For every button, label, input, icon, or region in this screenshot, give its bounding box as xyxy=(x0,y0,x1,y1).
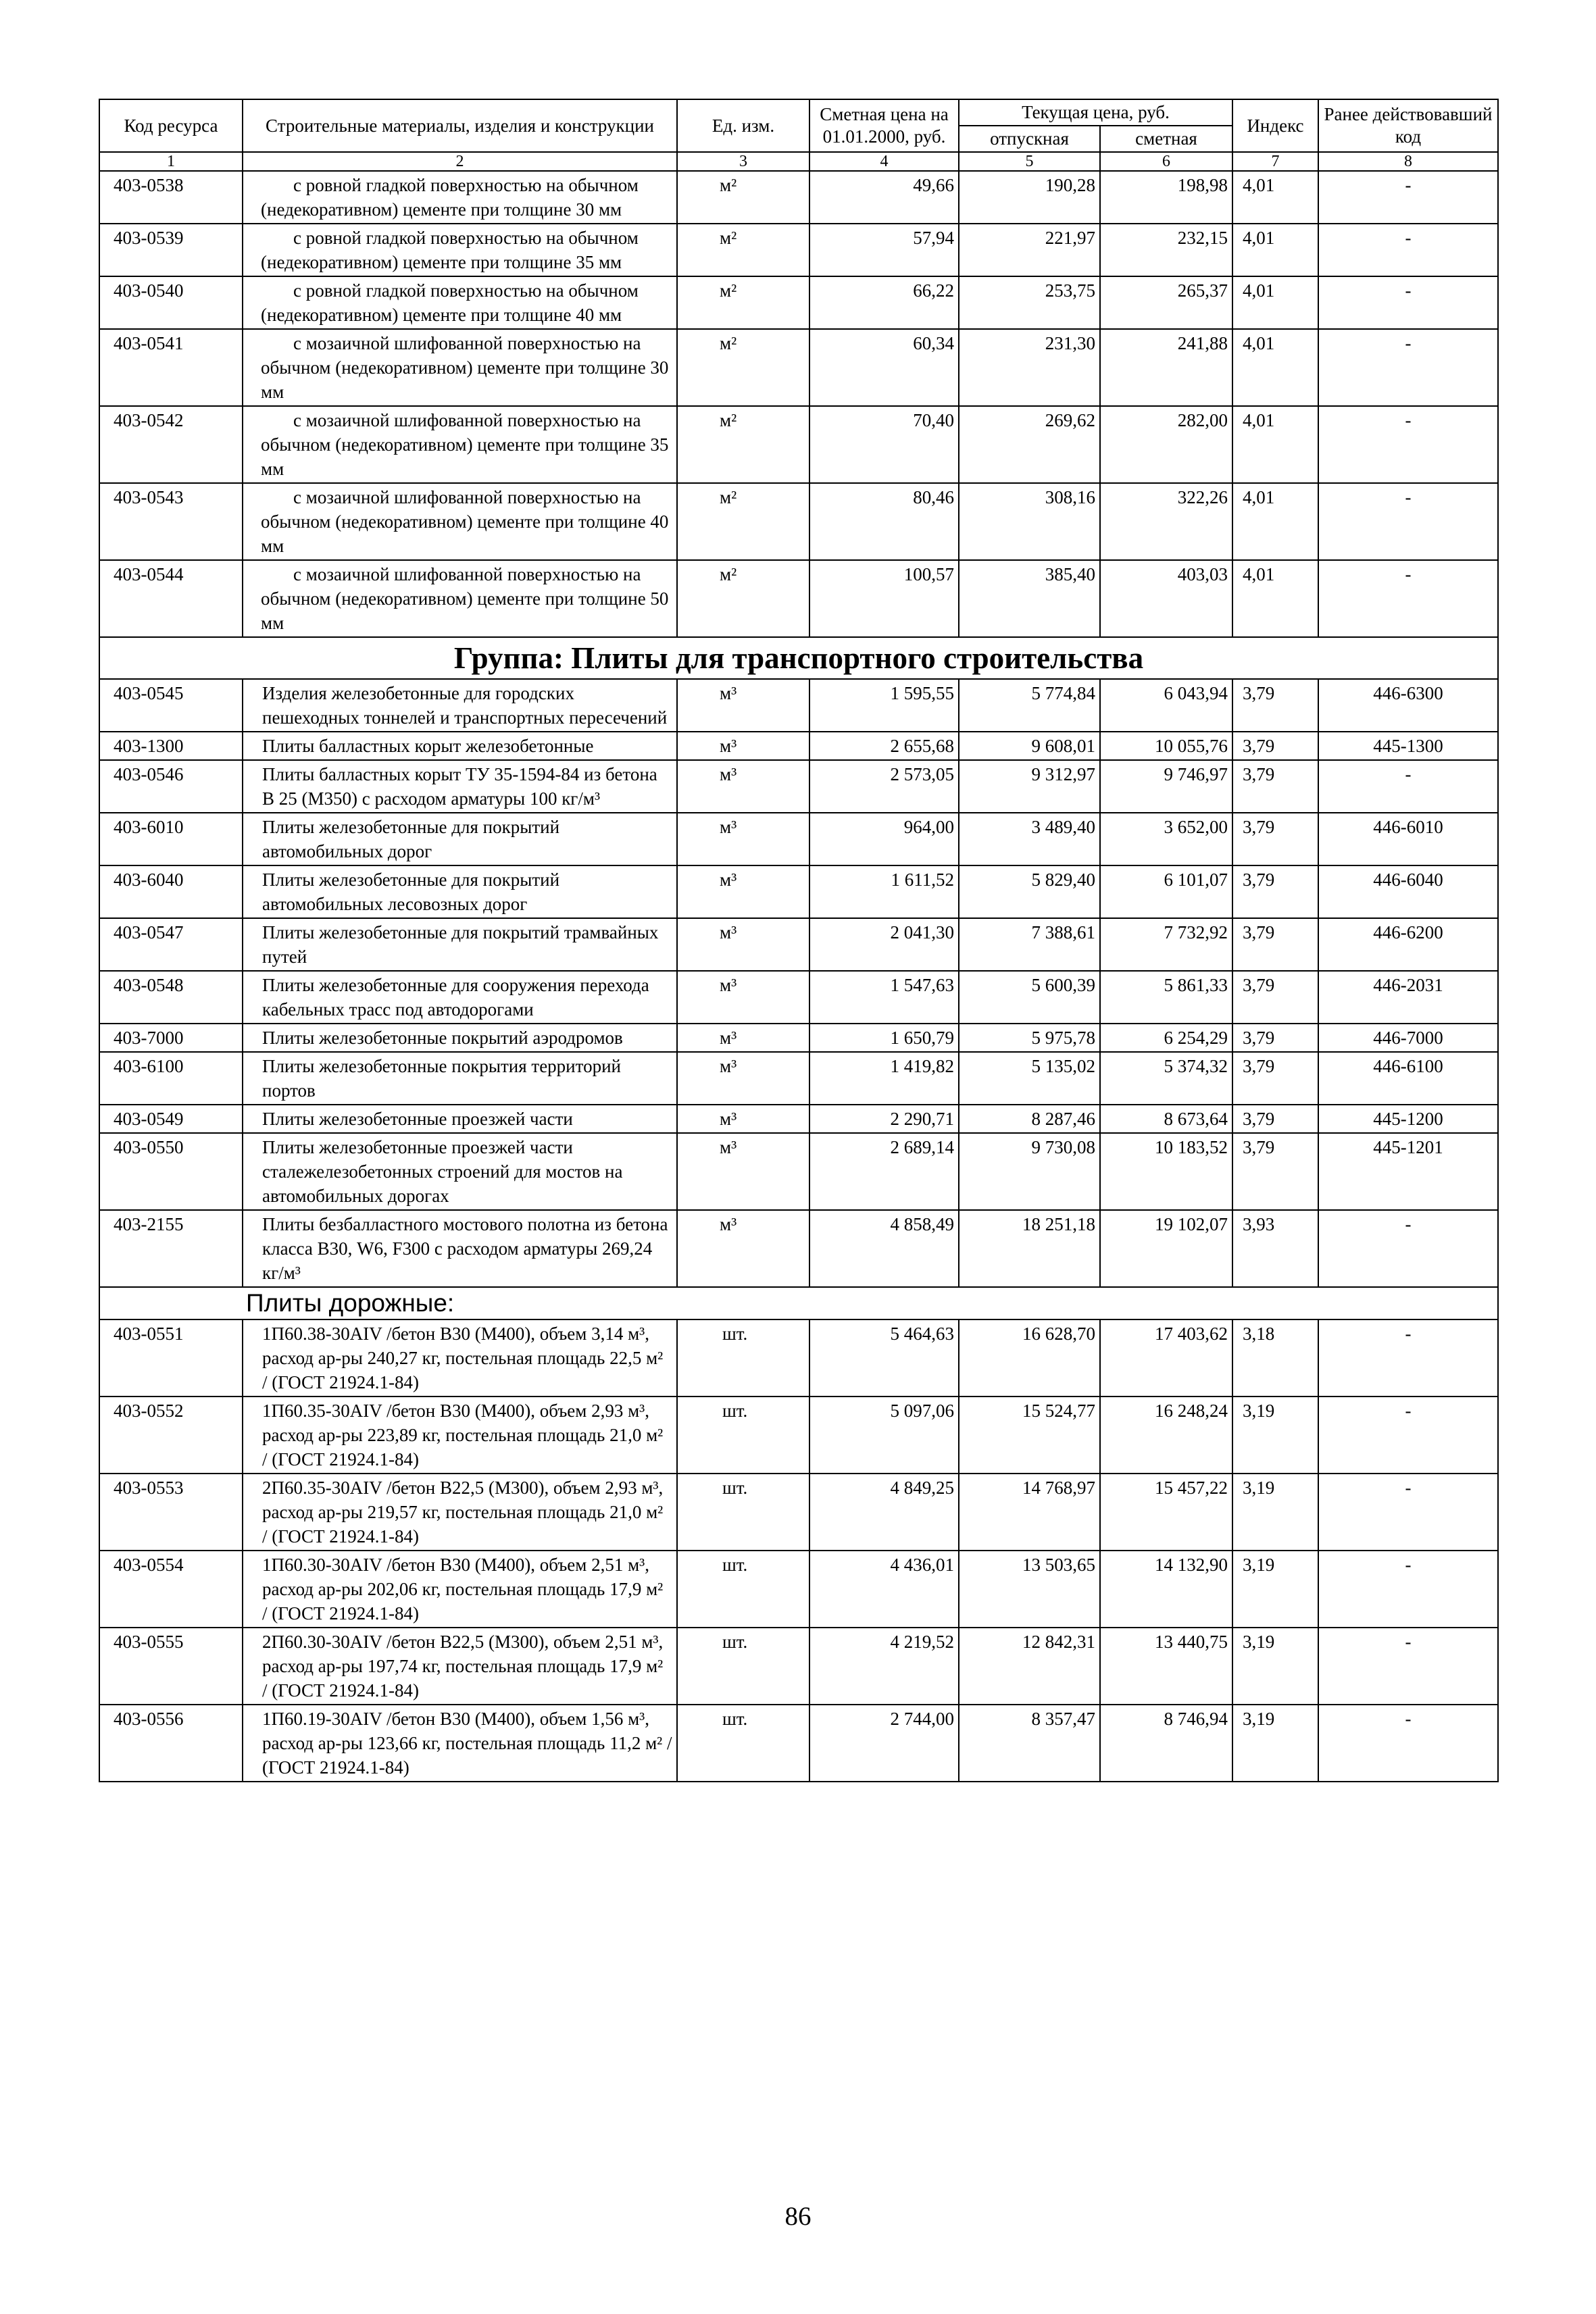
base-price-cell: 4 858,49 xyxy=(809,1210,959,1287)
description-cell: с мозаичной шлифованной поверхностью на обычном (недекоративном) цементе при толщине 40 мм xyxy=(243,483,677,560)
estimate-price-cell: 10 183,52 xyxy=(1100,1133,1232,1210)
base-price-cell: 70,40 xyxy=(809,406,959,483)
unit-cell: шт. xyxy=(677,1397,809,1474)
base-price-cell: 1 611,52 xyxy=(809,865,959,918)
base-price-cell: 57,94 xyxy=(809,224,959,276)
index-cell: 3,79 xyxy=(1232,1105,1318,1133)
table-row xyxy=(99,1052,1498,1105)
release-price-cell: 16 628,70 xyxy=(959,1319,1100,1397)
release-price-cell: 5 829,40 xyxy=(959,865,1100,918)
index-cell: 3,79 xyxy=(1232,813,1318,865)
resource-code-cell: 403-0556 xyxy=(99,1705,243,1782)
description-cell: Плиты железобетонные проезжей части xyxy=(243,1105,677,1133)
header-estimate-price: сметная xyxy=(1100,126,1232,152)
header-resource-code: Код ресурса xyxy=(99,99,243,152)
previous-code-cell: - xyxy=(1318,1705,1498,1782)
description-cell: с ровной гладкой поверхностью на обычном (недекоративном) цементе при толщине 40 мм xyxy=(243,276,677,329)
previous-code-cell: - xyxy=(1318,329,1498,406)
unit-cell: м² xyxy=(677,329,809,406)
previous-code-cell: - xyxy=(1318,406,1498,483)
base-price-cell: 2 655,68 xyxy=(809,732,959,760)
previous-code-cell: 446-6040 xyxy=(1318,865,1498,918)
previous-code-cell: - xyxy=(1318,171,1498,224)
price-table xyxy=(99,99,1499,1782)
column-number: 3 xyxy=(677,152,809,171)
resource-code-cell: 403-0549 xyxy=(99,1105,243,1133)
unit-cell: м³ xyxy=(677,732,809,760)
estimate-price-cell: 5 861,33 xyxy=(1100,971,1232,1024)
estimate-price-cell: 8 746,94 xyxy=(1100,1705,1232,1782)
estimate-price-cell: 6 043,94 xyxy=(1100,679,1232,732)
index-cell: 3,79 xyxy=(1232,865,1318,918)
estimate-price-cell: 265,37 xyxy=(1100,276,1232,329)
estimate-price-cell: 10 055,76 xyxy=(1100,732,1232,760)
description-cell: 1П60.38-30AIV /бетон В30 (М400), объем 3,14 м³, расход ар-ры 240,27 кг, постельная площадь 22,5 м² / (ГОСТ 21924.1-84) xyxy=(243,1319,677,1397)
index-cell: 4,01 xyxy=(1232,276,1318,329)
unit-cell: м² xyxy=(677,224,809,276)
index-cell: 3,19 xyxy=(1232,1551,1318,1628)
estimate-price-cell: 198,98 xyxy=(1100,171,1232,224)
resource-code-cell: 403-2155 xyxy=(99,1210,243,1287)
description-cell: Изделия железобетонные для городских пешеходных тоннелей и транспортных пересечений xyxy=(243,679,677,732)
index-cell: 4,01 xyxy=(1232,329,1318,406)
base-price-cell: 1 419,82 xyxy=(809,1052,959,1105)
resource-code-cell: 403-1300 xyxy=(99,732,243,760)
subgroup-heading-row xyxy=(99,1287,1498,1319)
index-cell: 3,19 xyxy=(1232,1474,1318,1551)
previous-code-cell: 446-6100 xyxy=(1318,1052,1498,1105)
header-base-price: Сметная цена на 01.01.2000, руб. xyxy=(809,99,959,152)
previous-code-cell: - xyxy=(1318,1319,1498,1397)
description-cell: Плиты железобетонные покрытия территорий портов xyxy=(243,1052,677,1105)
previous-code-cell: - xyxy=(1318,1628,1498,1705)
description-cell: с мозаичной шлифованной поверхностью на обычном (недекоративном) цементе при толщине 50 мм xyxy=(243,560,677,637)
unit-cell: м³ xyxy=(677,760,809,813)
resource-code-cell: 403-0555 xyxy=(99,1628,243,1705)
resource-code-cell: 403-0541 xyxy=(99,329,243,406)
column-number: 2 xyxy=(243,152,677,171)
header-current-price: Текущая цена, руб. xyxy=(959,99,1232,126)
resource-code-cell: 403-0544 xyxy=(99,560,243,637)
index-cell: 4,01 xyxy=(1232,406,1318,483)
unit-cell: м² xyxy=(677,406,809,483)
table-row xyxy=(99,329,1498,406)
previous-code-cell: - xyxy=(1318,1397,1498,1474)
index-cell: 3,79 xyxy=(1232,1052,1318,1105)
release-price-cell: 5 135,02 xyxy=(959,1052,1100,1105)
column-numbers-row xyxy=(99,152,1498,171)
release-price-cell: 14 768,97 xyxy=(959,1474,1100,1551)
description-cell: Плиты железобетонные для покрытий трамвайных путей xyxy=(243,918,677,971)
index-cell: 3,93 xyxy=(1232,1210,1318,1287)
description-cell: Плиты железобетонные для покрытий автомобильных лесовозных дорог xyxy=(243,865,677,918)
previous-code-cell: - xyxy=(1318,483,1498,560)
release-price-cell: 9 312,97 xyxy=(959,760,1100,813)
table-row xyxy=(99,1705,1498,1782)
table-row xyxy=(99,813,1498,865)
base-price-cell: 1 595,55 xyxy=(809,679,959,732)
description-cell: Плиты железобетонные для сооружения перехода кабельных трасс под автодорогами xyxy=(243,971,677,1024)
header-unit: Ед. изм. xyxy=(677,99,809,152)
previous-code-cell: 445-1200 xyxy=(1318,1105,1498,1133)
release-price-cell: 15 524,77 xyxy=(959,1397,1100,1474)
estimate-price-cell: 16 248,24 xyxy=(1100,1397,1232,1474)
estimate-price-cell: 3 652,00 xyxy=(1100,813,1232,865)
index-cell: 4,01 xyxy=(1232,171,1318,224)
unit-cell: м² xyxy=(677,560,809,637)
table-row xyxy=(99,760,1498,813)
description-cell: Плиты безбалластного мостового полотна из бетона класса В30, W6, F300 с расходом арматуры 269,24 кг/м³ xyxy=(243,1210,677,1287)
previous-code-cell: 445-1201 xyxy=(1318,1133,1498,1210)
resource-code-cell: 403-6040 xyxy=(99,865,243,918)
index-cell: 3,79 xyxy=(1232,1133,1318,1210)
unit-cell: м³ xyxy=(677,813,809,865)
column-number: 1 xyxy=(99,152,243,171)
previous-code-cell: - xyxy=(1318,224,1498,276)
unit-cell: шт. xyxy=(677,1474,809,1551)
description-cell: с ровной гладкой поверхностью на обычном (недекоративном) цементе при толщине 30 мм xyxy=(243,171,677,224)
page-number: 86 xyxy=(784,2202,812,2231)
release-price-cell: 8 357,47 xyxy=(959,1705,1100,1782)
release-price-cell: 3 489,40 xyxy=(959,813,1100,865)
resource-code-cell: 403-0545 xyxy=(99,679,243,732)
header-previous-code: Ранее действовавший код xyxy=(1318,99,1498,152)
release-price-cell: 385,40 xyxy=(959,560,1100,637)
base-price-cell: 1 547,63 xyxy=(809,971,959,1024)
description-cell: 2П60.35-30AIV /бетон В22,5 (М300), объем 2,93 м³, расход ар-ры 219,57 кг, постельная площадь 21,0 м² / (ГОСТ 21924.1-84) xyxy=(243,1474,677,1551)
table-header xyxy=(99,99,1498,171)
release-price-cell: 12 842,31 xyxy=(959,1628,1100,1705)
previous-code-cell: 446-6300 xyxy=(1318,679,1498,732)
base-price-cell: 2 573,05 xyxy=(809,760,959,813)
previous-code-cell: 446-7000 xyxy=(1318,1024,1498,1052)
previous-code-cell: - xyxy=(1318,1210,1498,1287)
table-row xyxy=(99,224,1498,276)
resource-code-cell: 403-0554 xyxy=(99,1551,243,1628)
index-cell: 4,01 xyxy=(1232,560,1318,637)
estimate-price-cell: 6 254,29 xyxy=(1100,1024,1232,1052)
base-price-cell: 5 464,63 xyxy=(809,1319,959,1397)
description-cell: 1П60.19-30AIV /бетон В30 (М400), объем 1,56 м³, расход ар-ры 123,66 кг, постельная площадь 11,2 м² / (ГОСТ 21924.1-84) xyxy=(243,1705,677,1782)
description-cell: с ровной гладкой поверхностью на обычном (недекоративном) цементе при толщине 35 мм xyxy=(243,224,677,276)
description-cell: с мозаичной шлифованной поверхностью на обычном (недекоративном) цементе при толщине 30 мм xyxy=(243,329,677,406)
group-title: Группа: Плиты для транспортного строительства xyxy=(99,637,1498,679)
estimate-price-cell: 5 374,32 xyxy=(1100,1052,1232,1105)
resource-code-cell: 403-0553 xyxy=(99,1474,243,1551)
table-row xyxy=(99,1397,1498,1474)
base-price-cell: 2 290,71 xyxy=(809,1105,959,1133)
resource-code-cell: 403-0539 xyxy=(99,224,243,276)
resource-code-cell: 403-7000 xyxy=(99,1024,243,1052)
resource-code-cell: 403-6100 xyxy=(99,1052,243,1105)
base-price-cell: 2 744,00 xyxy=(809,1705,959,1782)
unit-cell: м² xyxy=(677,276,809,329)
base-price-cell: 4 436,01 xyxy=(809,1551,959,1628)
table-row xyxy=(99,918,1498,971)
release-price-cell: 13 503,65 xyxy=(959,1551,1100,1628)
unit-cell: м³ xyxy=(677,971,809,1024)
description-cell: Плиты балластных корыт железобетонные xyxy=(243,732,677,760)
base-price-cell: 964,00 xyxy=(809,813,959,865)
index-cell: 3,79 xyxy=(1232,760,1318,813)
column-number: 8 xyxy=(1318,152,1498,171)
header-release-price: отпускная xyxy=(959,126,1100,152)
resource-code-cell: 403-0543 xyxy=(99,483,243,560)
previous-code-cell: - xyxy=(1318,1551,1498,1628)
table-row xyxy=(99,483,1498,560)
table-row xyxy=(99,865,1498,918)
previous-code-cell: 446-6200 xyxy=(1318,918,1498,971)
column-number: 6 xyxy=(1100,152,1232,171)
resource-code-cell: 403-0551 xyxy=(99,1319,243,1397)
table-row xyxy=(99,732,1498,760)
rows-section-road-slabs xyxy=(99,1319,1498,1782)
release-price-cell: 221,97 xyxy=(959,224,1100,276)
release-price-cell: 5 774,84 xyxy=(959,679,1100,732)
release-price-cell: 269,62 xyxy=(959,406,1100,483)
release-price-cell: 8 287,46 xyxy=(959,1105,1100,1133)
base-price-cell: 66,22 xyxy=(809,276,959,329)
base-price-cell: 49,66 xyxy=(809,171,959,224)
base-price-cell: 60,34 xyxy=(809,329,959,406)
unit-cell: м² xyxy=(677,171,809,224)
description-cell: Плиты железобетонные для покрытий автомобильных дорог xyxy=(243,813,677,865)
rows-section-transport xyxy=(99,679,1498,1287)
group-heading-section xyxy=(99,637,1498,679)
table-row xyxy=(99,171,1498,224)
description-cell: Плиты железобетонные покрытий аэродромов xyxy=(243,1024,677,1052)
unit-cell: м³ xyxy=(677,1052,809,1105)
price-table-sheet xyxy=(99,99,1497,1782)
estimate-price-cell: 241,88 xyxy=(1100,329,1232,406)
estimate-price-cell: 322,26 xyxy=(1100,483,1232,560)
unit-cell: м² xyxy=(677,483,809,560)
index-cell: 3,79 xyxy=(1232,918,1318,971)
table-row xyxy=(99,560,1498,637)
table-row xyxy=(99,679,1498,732)
index-cell: 3,79 xyxy=(1232,1024,1318,1052)
base-price-cell: 1 650,79 xyxy=(809,1024,959,1052)
previous-code-cell: - xyxy=(1318,276,1498,329)
unit-cell: м³ xyxy=(677,679,809,732)
description-cell: с мозаичной шлифованной поверхностью на обычном (недекоративном) цементе при толщине 35 мм xyxy=(243,406,677,483)
resource-code-cell: 403-0550 xyxy=(99,1133,243,1210)
table-row xyxy=(99,406,1498,483)
resource-code-cell: 403-0546 xyxy=(99,760,243,813)
unit-cell: шт. xyxy=(677,1705,809,1782)
unit-cell: шт. xyxy=(677,1628,809,1705)
release-price-cell: 5 600,39 xyxy=(959,971,1100,1024)
base-price-cell: 4 219,52 xyxy=(809,1628,959,1705)
index-cell: 3,79 xyxy=(1232,679,1318,732)
unit-cell: м³ xyxy=(677,1105,809,1133)
resource-code-cell: 403-0542 xyxy=(99,406,243,483)
estimate-price-cell: 13 440,75 xyxy=(1100,1628,1232,1705)
header-index: Индекс xyxy=(1232,99,1318,152)
previous-code-cell: 446-6010 xyxy=(1318,813,1498,865)
release-price-cell: 5 975,78 xyxy=(959,1024,1100,1052)
table-row xyxy=(99,1319,1498,1397)
group-heading-row xyxy=(99,637,1498,679)
table-row xyxy=(99,1024,1498,1052)
unit-cell: шт. xyxy=(677,1319,809,1397)
table-row xyxy=(99,971,1498,1024)
estimate-price-cell: 8 673,64 xyxy=(1100,1105,1232,1133)
previous-code-cell: - xyxy=(1318,760,1498,813)
base-price-cell: 4 849,25 xyxy=(809,1474,959,1551)
unit-cell: м³ xyxy=(677,1024,809,1052)
description-cell: Плиты железобетонные проезжей части сталежелезобетонных строений для мостов на автомобильных дорогах xyxy=(243,1133,677,1210)
index-cell: 3,79 xyxy=(1232,732,1318,760)
release-price-cell: 253,75 xyxy=(959,276,1100,329)
index-cell: 4,01 xyxy=(1232,483,1318,560)
resource-code-cell: 403-0552 xyxy=(99,1397,243,1474)
release-price-cell: 231,30 xyxy=(959,329,1100,406)
base-price-cell: 80,46 xyxy=(809,483,959,560)
previous-code-cell: - xyxy=(1318,560,1498,637)
resource-code-cell: 403-0547 xyxy=(99,918,243,971)
release-price-cell: 7 388,61 xyxy=(959,918,1100,971)
unit-cell: м³ xyxy=(677,918,809,971)
subgroup-heading-section xyxy=(99,1287,1498,1319)
table-row xyxy=(99,1105,1498,1133)
index-cell: 4,01 xyxy=(1232,224,1318,276)
estimate-price-cell: 232,15 xyxy=(1100,224,1232,276)
previous-code-cell: 445-1300 xyxy=(1318,732,1498,760)
estimate-price-cell: 403,03 xyxy=(1100,560,1232,637)
release-price-cell: 190,28 xyxy=(959,171,1100,224)
estimate-price-cell: 19 102,07 xyxy=(1100,1210,1232,1287)
resource-code-cell: 403-6010 xyxy=(99,813,243,865)
estimate-price-cell: 17 403,62 xyxy=(1100,1319,1232,1397)
release-price-cell: 9 730,08 xyxy=(959,1133,1100,1210)
resource-code-cell: 403-0540 xyxy=(99,276,243,329)
unit-cell: м³ xyxy=(677,865,809,918)
table-row xyxy=(99,1210,1498,1287)
release-price-cell: 18 251,18 xyxy=(959,1210,1100,1287)
table-row xyxy=(99,1628,1498,1705)
description-cell: 1П60.30-30AIV /бетон В30 (М400), объем 2,51 м³, расход ар-ры 202,06 кг, постельная площадь 17,9 м² / (ГОСТ 21924.1-84) xyxy=(243,1551,677,1628)
resource-code-cell: 403-0548 xyxy=(99,971,243,1024)
base-price-cell: 5 097,06 xyxy=(809,1397,959,1474)
column-number: 5 xyxy=(959,152,1100,171)
base-price-cell: 100,57 xyxy=(809,560,959,637)
resource-code-cell: 403-0538 xyxy=(99,171,243,224)
table-row xyxy=(99,1133,1498,1210)
estimate-price-cell: 6 101,07 xyxy=(1100,865,1232,918)
release-price-cell: 9 608,01 xyxy=(959,732,1100,760)
index-cell: 3,19 xyxy=(1232,1705,1318,1782)
rows-section-tiles xyxy=(99,171,1498,637)
base-price-cell: 2 041,30 xyxy=(809,918,959,971)
unit-cell: м³ xyxy=(677,1133,809,1210)
header-materials: Строительные материалы, изделия и конструкции xyxy=(243,99,677,152)
estimate-price-cell: 15 457,22 xyxy=(1100,1474,1232,1551)
description-cell: 2П60.30-30AIV /бетон В22,5 (М300), объем 2,51 м³, расход ар-ры 197,74 кг, постельная площадь 17,9 м² / (ГОСТ 21924.1-84) xyxy=(243,1628,677,1705)
index-cell: 3,19 xyxy=(1232,1628,1318,1705)
unit-cell: шт. xyxy=(677,1551,809,1628)
release-price-cell: 308,16 xyxy=(959,483,1100,560)
description-cell: 1П60.35-30AIV /бетон В30 (М400), объем 2,93 м³, расход ар-ры 223,89 кг, постельная площадь 21,0 м² / (ГОСТ 21924.1-84) xyxy=(243,1397,677,1474)
table-row xyxy=(99,1474,1498,1551)
estimate-price-cell: 14 132,90 xyxy=(1100,1551,1232,1628)
estimate-price-cell: 282,00 xyxy=(1100,406,1232,483)
table-row xyxy=(99,1551,1498,1628)
estimate-price-cell: 7 732,92 xyxy=(1100,918,1232,971)
index-cell: 3,19 xyxy=(1232,1397,1318,1474)
base-price-cell: 2 689,14 xyxy=(809,1133,959,1210)
previous-code-cell: - xyxy=(1318,1474,1498,1551)
table-row xyxy=(99,276,1498,329)
column-number: 4 xyxy=(809,152,959,171)
description-cell: Плиты балластных корыт ТУ 35-1594-84 из бетона В 25 (М350) с расходом арматуры 100 кг/м³ xyxy=(243,760,677,813)
subgroup-title: Плиты дорожные: xyxy=(246,1289,455,1317)
unit-cell: м³ xyxy=(677,1210,809,1287)
index-cell: 3,18 xyxy=(1232,1319,1318,1397)
estimate-price-cell: 9 746,97 xyxy=(1100,760,1232,813)
column-number: 7 xyxy=(1232,152,1318,171)
previous-code-cell: 446-2031 xyxy=(1318,971,1498,1024)
index-cell: 3,79 xyxy=(1232,971,1318,1024)
